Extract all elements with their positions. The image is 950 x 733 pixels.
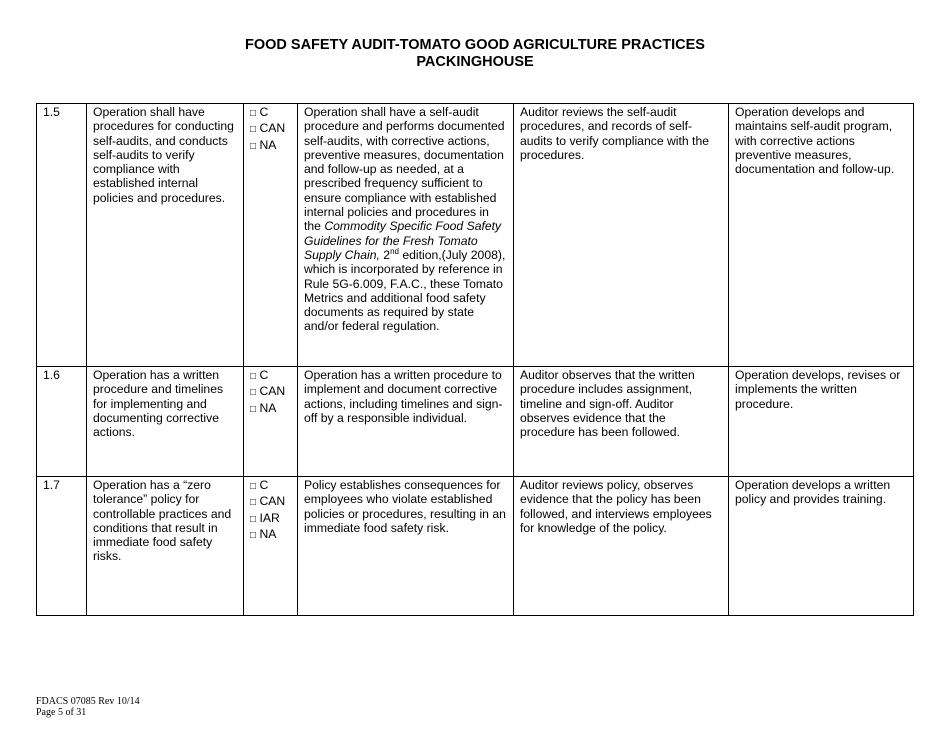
form-id: FDACS 07085 Rev 10/14: [36, 696, 140, 707]
auditor-verification-text: Auditor observes that the written procedure includes assignment, timeline and sign-off. Auditor observes evidence that the procedure has been followed.: [514, 367, 729, 477]
checkbox-icon: □: [250, 481, 257, 492]
document-title-line-1: FOOD SAFETY AUDIT-TOMATO GOOD AGRICULTURE PRACTICES: [245, 37, 705, 53]
checkbox-icon: □: [250, 497, 257, 509]
compliance-options: [244, 104, 298, 367]
checkbox-icon: □: [250, 529, 257, 541]
option-checkbox-can[interactable]: □ CAN: [250, 494, 286, 509]
requirement-text: Operation shall have a self-audit procedure and performs documented self-audits, with corrective actions, preventive measures, documentation and follow-up as needed, at a prescribed frequency sufficient to ensure compliance with established internal policies and procedures in the Commodity Specific Food Safety Guidelines for the Fresh Tomato Supply Chain, 2nd edition,(July 2008), which is incorporated by reference in Rule 5G-6.009, F.A.C., these Tomato Metrics and additional food safety documents as required by state and/or federal regulation.: [298, 104, 514, 367]
document-title-line-2: PACKINGHOUSE: [416, 54, 534, 70]
standard-text: Operation shall have procedures for conducting self-audits, and conducts self-audits to verify compliance with established internal policies and procedures.: [87, 104, 244, 367]
auditor-verification-text: Auditor reviews the self-audit procedures, and records of self-audits to verify compliance with the procedures.: [514, 104, 729, 367]
compliance-options: [244, 367, 298, 477]
table-row: [37, 477, 914, 616]
page-number: Page 5 of 31: [36, 707, 87, 718]
option-checkbox-na[interactable]: □ NA: [250, 526, 277, 541]
requirement-text: Operation has a written procedure to implement and document corrective actions, including timelines and sign-off by a responsible individual.: [298, 367, 514, 477]
document-header: [0, 37, 950, 71]
option-checkbox-can[interactable]: □ CAN: [250, 121, 286, 136]
option-checkbox-iar[interactable]: □ IAR: [250, 510, 280, 525]
guidelines-title: Commodity Specific Food Safety Guidelines for the Fresh Tomato Supply Chain,: [304, 219, 502, 262]
standard-text: Operation has a written procedure and timelines for implementing and documenting corrective actions.: [87, 367, 244, 477]
checkbox-icon: □: [250, 387, 257, 399]
corrective-action-text: Operation develops and maintains self-audit program, with corrective actions preventive measures, documentation and follow-up.: [729, 104, 914, 367]
compliance-options: [244, 477, 298, 616]
option-checkbox-na[interactable]: □ NA: [250, 400, 277, 415]
checkbox-icon: □: [250, 124, 257, 136]
option-checkbox-na[interactable]: □ NA: [250, 137, 277, 152]
corrective-action-text: Operation develops, revises or implements the written procedure.: [729, 367, 914, 477]
option-checkbox-c[interactable]: □ C: [250, 368, 269, 382]
table-row: [37, 367, 914, 477]
checkbox-icon: □: [250, 513, 257, 525]
auditor-verification-text: Auditor reviews policy, observes evidence that the policy has been followed, and interviews employees for knowledge of the policy.: [514, 477, 729, 616]
item-number: 1.5: [37, 104, 87, 367]
item-number: 1.6: [37, 367, 87, 477]
requirement-text: Policy establishes consequences for employees who violate established policies or procedures, resulting in an immediate food safety risk.: [298, 477, 514, 616]
standard-text: Operation has a “zero tolerance” policy for controllable practices and conditions that result in immediate food safety risks.: [87, 477, 244, 616]
checkbox-icon: □: [250, 108, 257, 119]
table-row: [37, 104, 914, 367]
corrective-action-text: Operation develops a written policy and provides training.: [729, 477, 914, 616]
page-footer: [36, 696, 140, 718]
checkbox-icon: □: [250, 140, 257, 152]
audit-table: [36, 103, 914, 616]
option-checkbox-can[interactable]: □ CAN: [250, 384, 286, 399]
item-number: 1.7: [37, 477, 87, 616]
option-checkbox-c[interactable]: □ C: [250, 478, 269, 492]
checkbox-icon: □: [250, 403, 257, 415]
checkbox-icon: □: [250, 371, 257, 382]
option-checkbox-c[interactable]: □ C: [250, 105, 269, 119]
